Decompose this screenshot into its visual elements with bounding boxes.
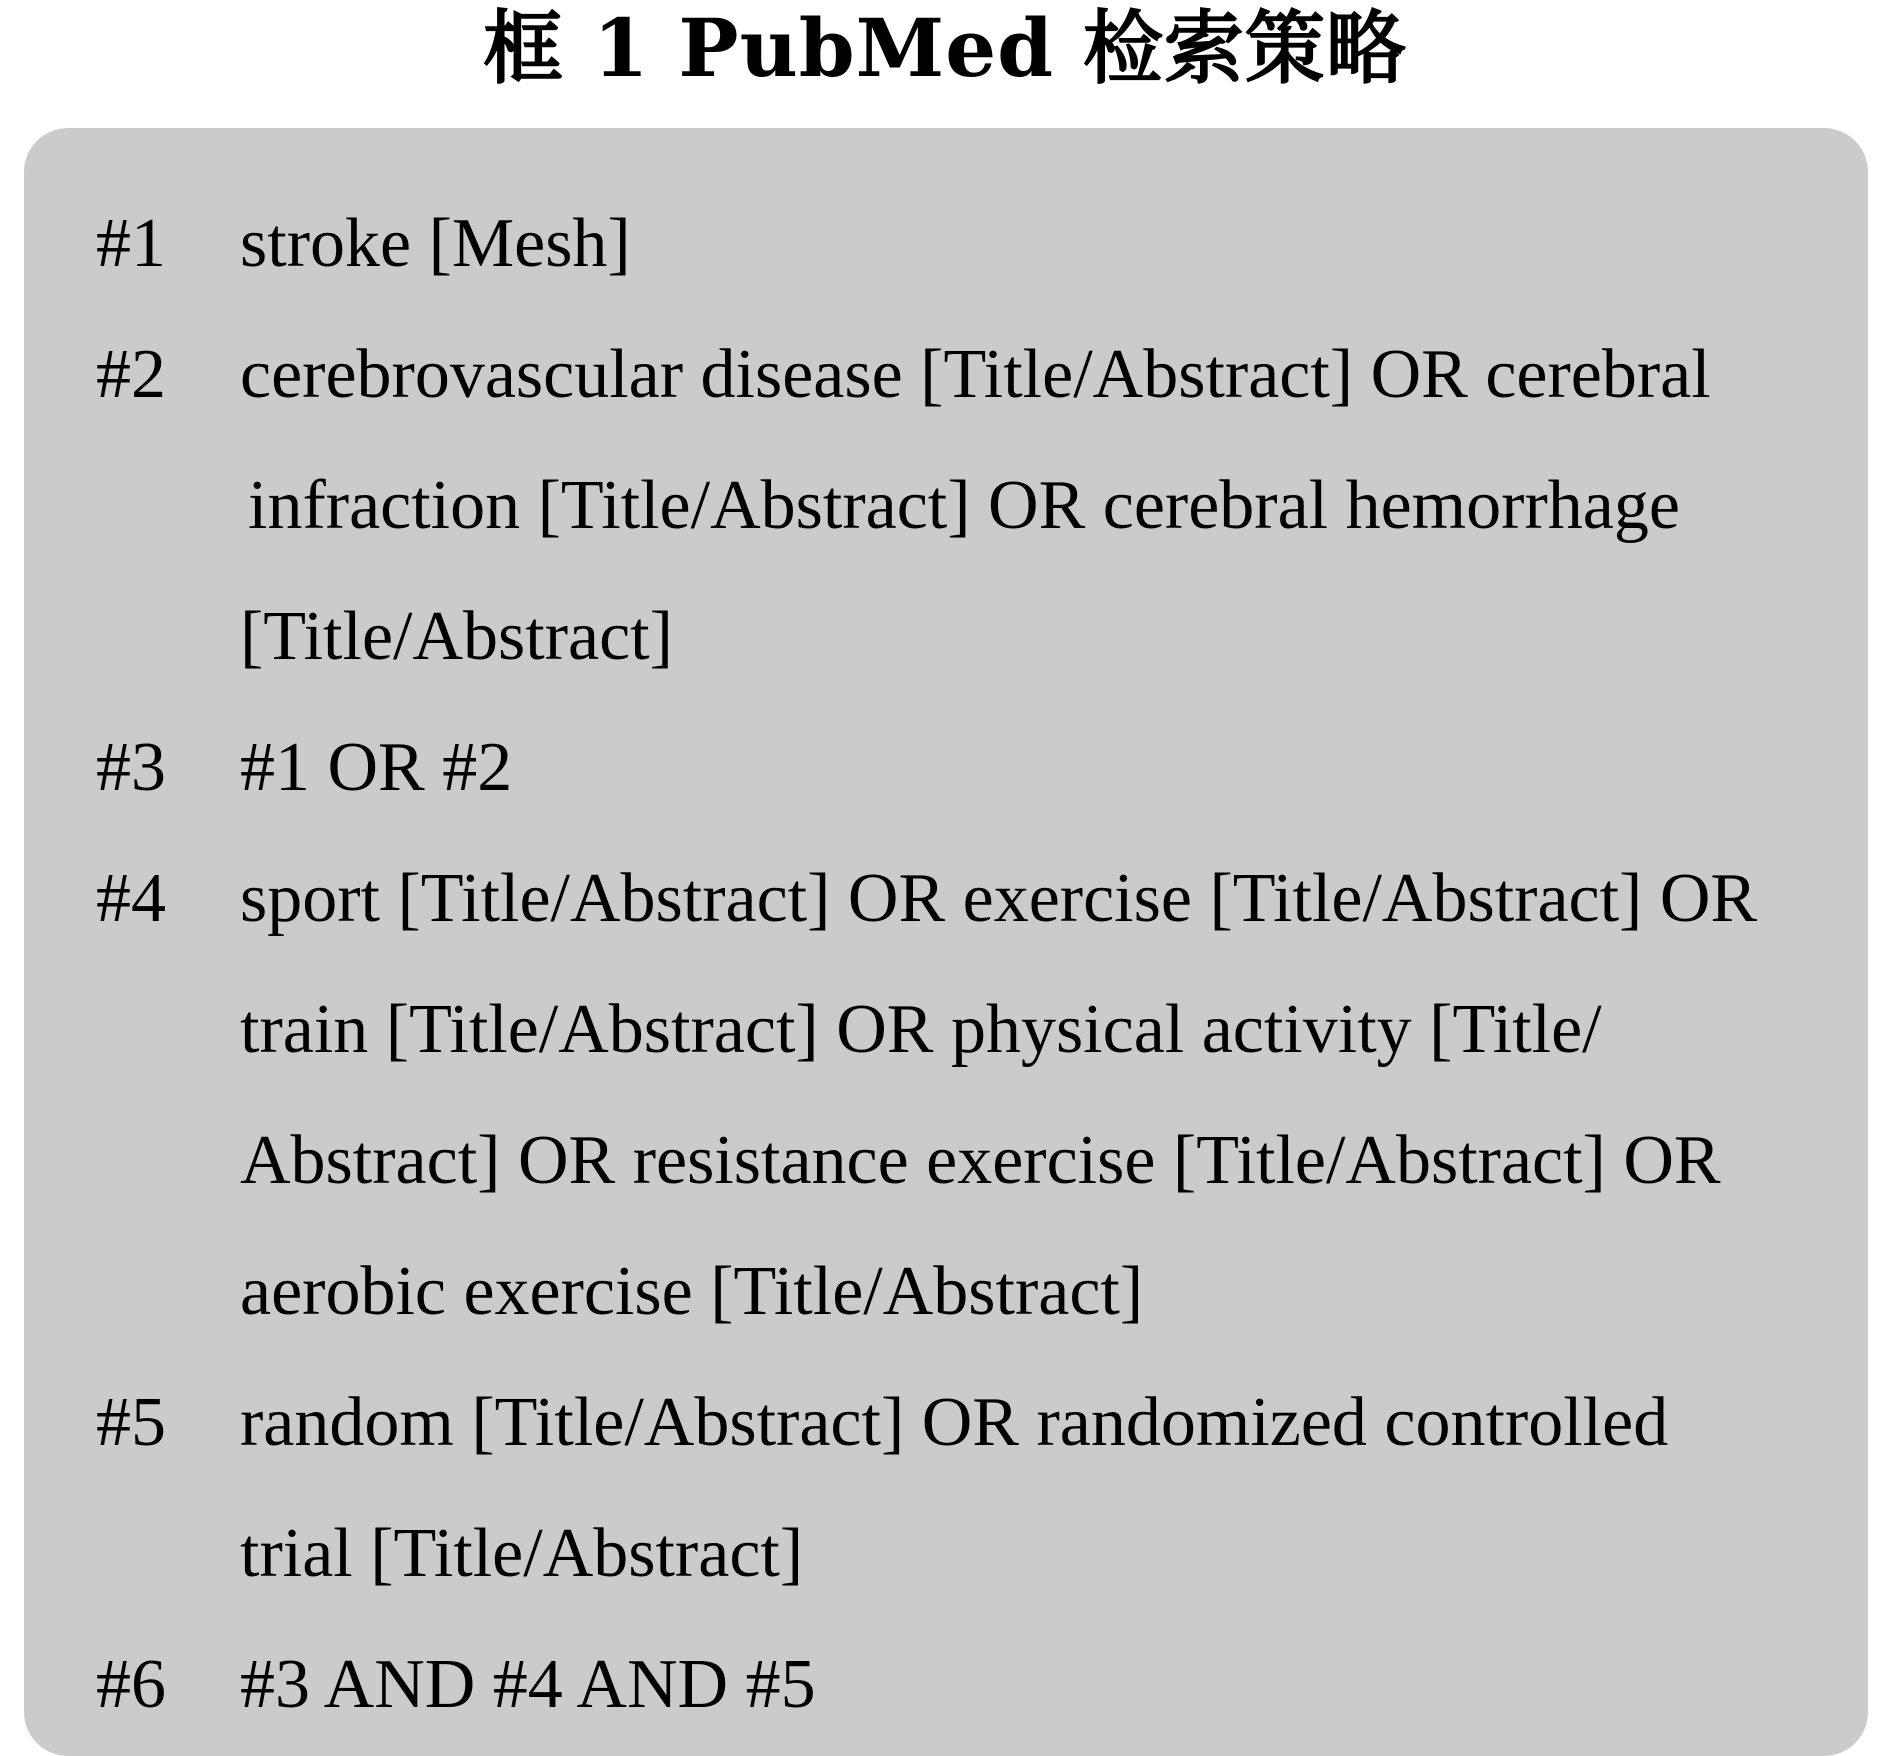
entry-text-line: random [Title/Abstract] OR randomized controlled <box>240 1384 1669 1461</box>
entry-text-line: infraction [Title/Abstract] OR cerebral hemorrhage <box>248 467 1680 544</box>
entry-number: #6 <box>96 1646 166 1723</box>
entry-number: #3 <box>96 729 166 806</box>
entry-text-line: #1 OR #2 <box>240 729 513 806</box>
entry-number: #1 <box>96 205 166 282</box>
entry-text-line: [Title/Abstract] <box>240 598 673 675</box>
entry-number: #2 <box>96 336 166 413</box>
entry-text-line: cerebrovascular disease [Title/Abstract] OR cerebral <box>240 336 1711 413</box>
search-entry-5 <box>0 1357 1890 1619</box>
box-title: 框 1 PubMed 检索策略 <box>483 1 1407 95</box>
entry-text-line: trial [Title/Abstract] <box>240 1515 804 1592</box>
search-entry-6 <box>0 1619 1890 1750</box>
search-entry-4 <box>0 833 1890 1357</box>
entry-text-line: sport [Title/Abstract] OR exercise [Title/Abstract] OR <box>240 860 1758 937</box>
entry-text-line: aerobic exercise [Title/Abstract] <box>240 1253 1144 1330</box>
entry-text-line: train [Title/Abstract] OR physical activity [Title/ <box>240 991 1602 1068</box>
entry-text-line: stroke [Mesh] <box>240 205 631 282</box>
search-strategy-list <box>0 178 1890 1750</box>
entry-text-line: #3 AND #4 AND #5 <box>240 1646 816 1723</box>
search-entry-2 <box>0 309 1890 702</box>
entry-number: #5 <box>96 1384 166 1461</box>
entry-number: #4 <box>96 860 166 937</box>
search-entry-3 <box>0 702 1890 833</box>
search-entry-1 <box>0 178 1890 309</box>
entry-text-line: Abstract] OR resistance exercise [Title/Abstract] OR <box>240 1122 1721 1199</box>
